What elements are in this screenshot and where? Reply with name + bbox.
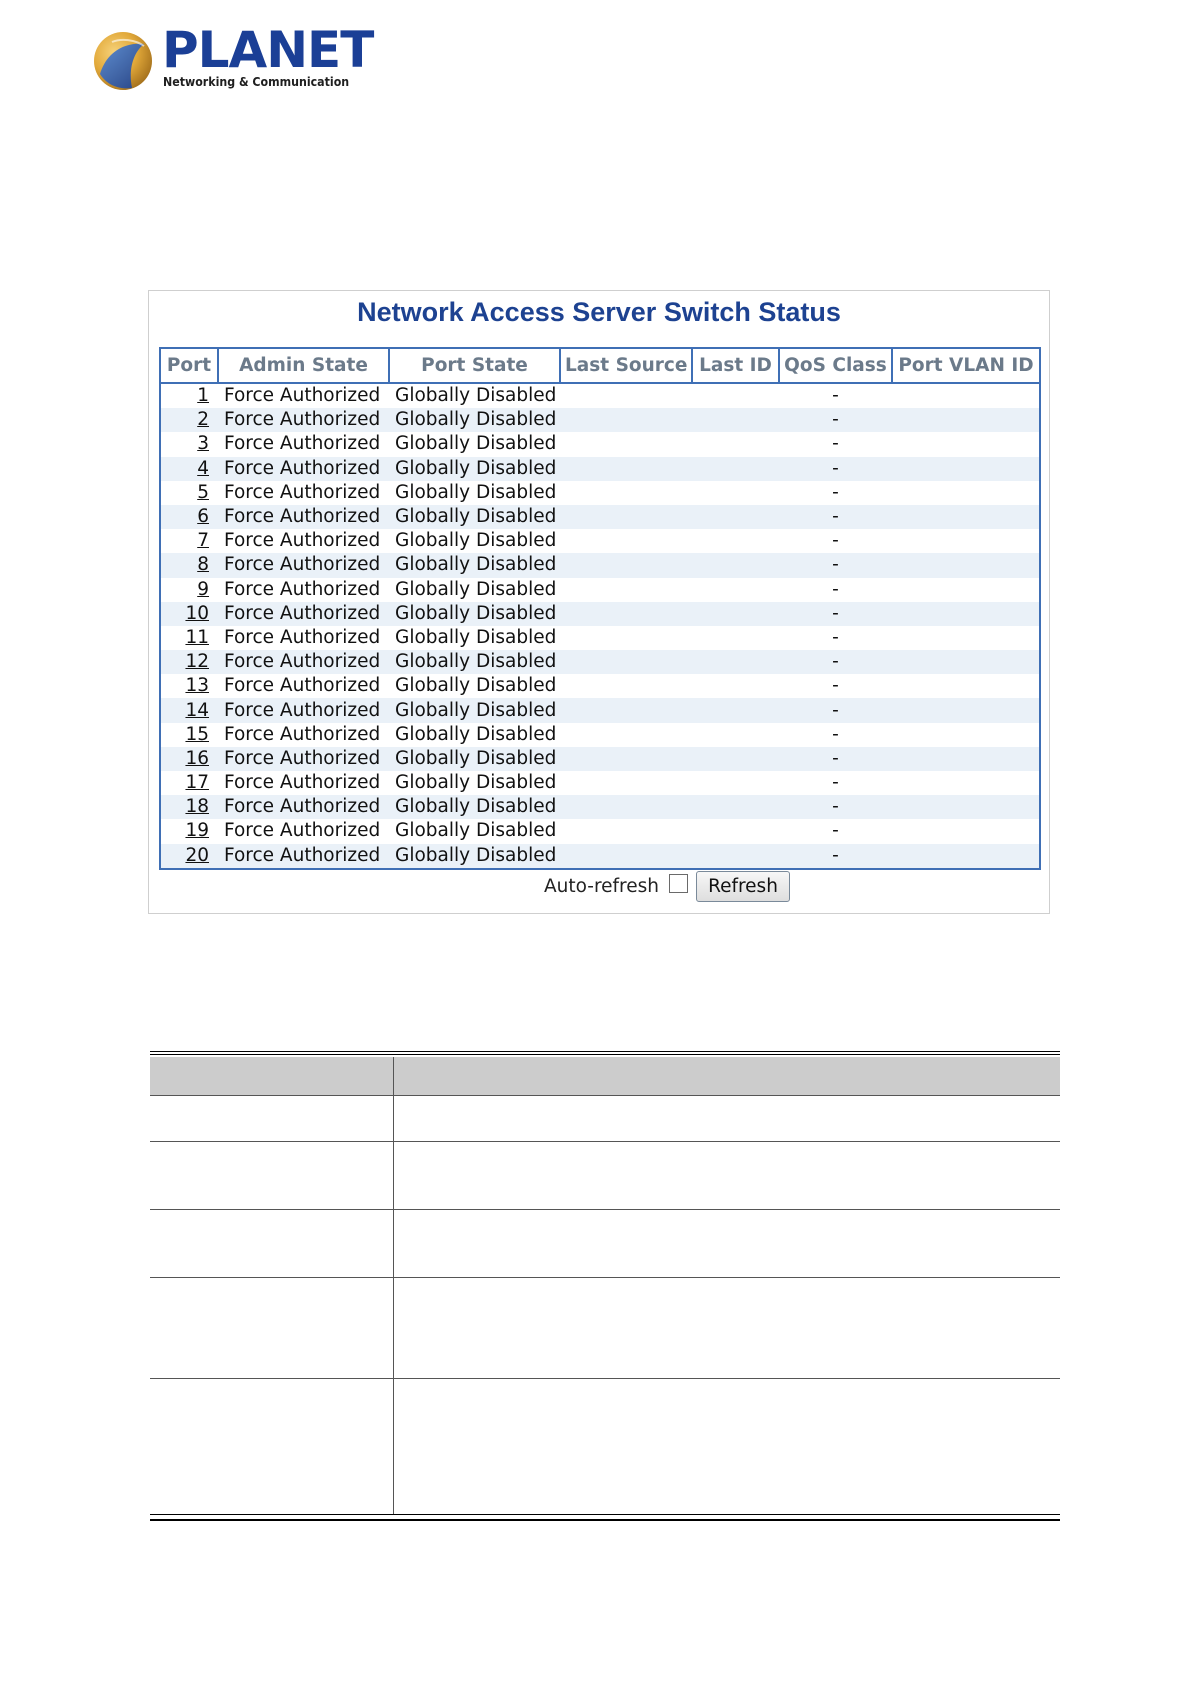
port-state-cell: Globally Disabled — [389, 481, 560, 505]
last-id-cell — [692, 747, 779, 771]
port-cell — [160, 723, 218, 747]
last-source-cell — [560, 383, 692, 408]
table-row — [160, 481, 1040, 505]
admin-state-cell: Force Authorized — [218, 674, 389, 698]
last-id-cell — [692, 771, 779, 795]
last-source-cell — [560, 578, 692, 602]
port-state-cell: Globally Disabled — [389, 771, 560, 795]
panel-title: Network Access Server Switch Status — [357, 297, 841, 327]
refresh-controls — [149, 871, 1049, 903]
table-row — [160, 747, 1040, 771]
last-source-cell — [560, 529, 692, 553]
qos-class-cell: - — [779, 432, 892, 456]
port-vlan-id-cell — [892, 795, 1040, 819]
last-source-cell — [560, 747, 692, 771]
qos-class-cell: - — [779, 844, 892, 869]
last-id-cell — [692, 819, 779, 843]
port-state-cell: Globally Disabled — [389, 698, 560, 722]
port-cell — [160, 383, 218, 408]
table-row — [160, 626, 1040, 650]
last-source-cell — [560, 771, 692, 795]
admin-state-cell: Force Authorized — [218, 723, 389, 747]
port-cell — [160, 844, 218, 869]
last-id-cell — [692, 674, 779, 698]
port-state-cell: Globally Disabled — [389, 819, 560, 843]
planet-logo — [92, 21, 374, 98]
brand-tagline: Networking & Communication — [163, 75, 350, 89]
table-header-row — [160, 348, 1040, 383]
port-cell — [160, 819, 218, 843]
port-vlan-id-cell — [892, 771, 1040, 795]
qos-class-cell: - — [779, 698, 892, 722]
admin-state-cell: Force Authorized — [218, 626, 389, 650]
brand-name: PLANET — [162, 21, 374, 79]
port-vlan-id-cell — [892, 457, 1040, 481]
last-id-cell — [692, 795, 779, 819]
last-id-cell — [692, 650, 779, 674]
last-id-cell — [692, 529, 779, 553]
admin-state-cell: Force Authorized — [218, 457, 389, 481]
port-state-cell: Globally Disabled — [389, 553, 560, 577]
port-vlan-id-cell — [892, 698, 1040, 722]
table-row — [150, 1278, 1060, 1379]
port-cell — [160, 650, 218, 674]
last-id-cell — [692, 408, 779, 432]
admin-state-cell: Force Authorized — [218, 578, 389, 602]
port-state-cell: Globally Disabled — [389, 723, 560, 747]
port-link[interactable]: 14 — [185, 699, 209, 721]
admin-state-cell: Force Authorized — [218, 795, 389, 819]
last-id-cell — [692, 844, 779, 869]
port-cell — [160, 553, 218, 577]
port-cell — [160, 747, 218, 771]
table-row — [160, 795, 1040, 819]
port-state-cell: Globally Disabled — [389, 674, 560, 698]
port-vlan-id-cell — [892, 723, 1040, 747]
last-source-cell — [560, 626, 692, 650]
port-cell — [160, 626, 218, 650]
description-cell — [394, 1096, 1060, 1141]
last-id-cell — [692, 698, 779, 722]
table-row — [160, 432, 1040, 456]
object-cell — [150, 1096, 394, 1141]
last-source-cell — [560, 650, 692, 674]
table-row — [160, 844, 1040, 869]
port-state-cell: Globally Disabled — [389, 408, 560, 432]
port-link[interactable]: 3 — [197, 433, 209, 455]
last-id-cell — [692, 553, 779, 577]
qos-class-cell: - — [779, 626, 892, 650]
status-table-body — [160, 383, 1040, 869]
column-header-port-vlan-id: Port VLAN ID — [892, 348, 1040, 383]
port-cell — [160, 408, 218, 432]
port-link[interactable]: 5 — [197, 481, 209, 503]
auto-refresh-checkbox[interactable] — [669, 874, 688, 893]
description-cell — [394, 1210, 1060, 1277]
last-id-cell — [692, 602, 779, 626]
table-bottom-rule — [150, 1514, 1060, 1521]
admin-state-cell: Force Authorized — [218, 602, 389, 626]
qos-class-cell: - — [779, 457, 892, 481]
table-row — [160, 602, 1040, 626]
last-source-cell — [560, 553, 692, 577]
last-source-cell — [560, 698, 692, 722]
port-link[interactable]: 18 — [185, 796, 209, 818]
port-vlan-id-cell — [892, 432, 1040, 456]
port-link[interactable]: 13 — [185, 675, 209, 697]
port-state-cell: Globally Disabled — [389, 747, 560, 771]
table-row — [160, 578, 1040, 602]
port-state-cell: Globally Disabled — [389, 626, 560, 650]
last-id-cell — [692, 505, 779, 529]
last-source-cell — [560, 674, 692, 698]
admin-state-cell: Force Authorized — [218, 698, 389, 722]
admin-state-cell: Force Authorized — [218, 650, 389, 674]
last-source-cell — [560, 602, 692, 626]
port-link[interactable]: 8 — [197, 554, 209, 576]
port-cell — [160, 771, 218, 795]
description-table — [150, 1051, 1060, 1521]
column-header-last-source: Last Source — [560, 348, 692, 383]
port-state-cell: Globally Disabled — [389, 844, 560, 869]
port-cell — [160, 481, 218, 505]
qos-class-cell: - — [779, 553, 892, 577]
last-source-cell — [560, 432, 692, 456]
last-id-cell — [692, 481, 779, 505]
port-vlan-id-cell — [892, 578, 1040, 602]
admin-state-cell: Force Authorized — [218, 553, 389, 577]
description-cell — [394, 1278, 1060, 1378]
port-vlan-id-cell — [892, 674, 1040, 698]
last-id-cell — [692, 578, 779, 602]
port-link[interactable]: 6 — [197, 506, 209, 528]
last-source-cell — [560, 457, 692, 481]
admin-state-cell: Force Authorized — [218, 481, 389, 505]
port-link[interactable]: 12 — [185, 651, 209, 673]
table-row — [160, 408, 1040, 432]
port-link[interactable]: 11 — [185, 626, 209, 648]
qos-class-cell: - — [779, 771, 892, 795]
column-header-qos-class: QoS Class — [779, 348, 892, 383]
port-state-cell: Globally Disabled — [389, 795, 560, 819]
port-cell — [160, 505, 218, 529]
qos-class-cell: - — [779, 602, 892, 626]
admin-state-cell: Force Authorized — [218, 844, 389, 869]
table-row — [160, 723, 1040, 747]
port-vlan-id-cell — [892, 747, 1040, 771]
admin-state-cell: Force Authorized — [218, 747, 389, 771]
port-vlan-id-cell — [892, 819, 1040, 843]
table-row — [150, 1142, 1060, 1210]
qos-class-cell: - — [779, 819, 892, 843]
last-source-cell — [560, 505, 692, 529]
port-vlan-id-cell — [892, 844, 1040, 869]
admin-state-cell: Force Authorized — [218, 408, 389, 432]
admin-state-cell: Force Authorized — [218, 432, 389, 456]
last-id-cell — [692, 457, 779, 481]
column-header-port-state: Port State — [389, 348, 560, 383]
status-table — [159, 347, 1041, 870]
auto-refresh-label: Auto-refresh — [543, 876, 659, 897]
port-vlan-id-cell — [892, 383, 1040, 408]
qos-class-cell: - — [779, 505, 892, 529]
port-cell — [160, 457, 218, 481]
last-source-cell — [560, 481, 692, 505]
port-vlan-id-cell — [892, 650, 1040, 674]
port-link[interactable]: 2 — [197, 409, 209, 431]
port-vlan-id-cell — [892, 602, 1040, 626]
port-link[interactable]: 7 — [197, 530, 209, 552]
table-row — [150, 1210, 1060, 1278]
object-cell — [150, 1278, 394, 1378]
last-source-cell — [560, 844, 692, 869]
table-row — [150, 1096, 1060, 1142]
port-link[interactable]: 4 — [197, 457, 209, 479]
last-source-cell — [560, 408, 692, 432]
port-cell — [160, 795, 218, 819]
qos-class-cell: - — [779, 674, 892, 698]
table-row — [160, 771, 1040, 795]
port-state-cell: Globally Disabled — [389, 650, 560, 674]
object-cell — [150, 1379, 394, 1514]
last-source-cell — [560, 723, 692, 747]
qos-class-cell: - — [779, 481, 892, 505]
column-header-admin-state: Admin State — [218, 348, 389, 383]
nas-switch-status-panel — [148, 290, 1050, 914]
last-id-cell — [692, 432, 779, 456]
table-row — [160, 819, 1040, 843]
table-row — [160, 698, 1040, 722]
port-cell — [160, 432, 218, 456]
port-cell — [160, 578, 218, 602]
port-link[interactable]: 15 — [185, 723, 209, 745]
port-cell — [160, 674, 218, 698]
port-vlan-id-cell — [892, 505, 1040, 529]
admin-state-cell: Force Authorized — [218, 771, 389, 795]
port-link[interactable]: 17 — [185, 772, 209, 794]
qos-class-cell: - — [779, 578, 892, 602]
admin-state-cell: Force Authorized — [218, 505, 389, 529]
qos-class-cell: - — [779, 723, 892, 747]
port-cell — [160, 529, 218, 553]
globe-icon — [92, 30, 154, 92]
last-source-cell — [560, 795, 692, 819]
object-cell — [150, 1210, 394, 1277]
admin-state-cell: Force Authorized — [218, 529, 389, 553]
table-row — [160, 674, 1040, 698]
object-header-cell — [150, 1057, 394, 1095]
port-link[interactable]: 16 — [185, 747, 209, 769]
qos-class-cell: - — [779, 529, 892, 553]
table-row — [150, 1379, 1060, 1514]
port-state-cell: Globally Disabled — [389, 432, 560, 456]
last-source-cell — [560, 819, 692, 843]
admin-state-cell: Force Authorized — [218, 819, 389, 843]
port-vlan-id-cell — [892, 481, 1040, 505]
table-row — [160, 553, 1040, 577]
port-link[interactable]: 1 — [197, 385, 209, 407]
port-cell — [160, 698, 218, 722]
qos-class-cell: - — [779, 408, 892, 432]
port-state-cell: Globally Disabled — [389, 602, 560, 626]
last-id-cell — [692, 383, 779, 408]
table-row — [160, 457, 1040, 481]
table-row — [160, 383, 1040, 408]
qos-class-cell: - — [779, 795, 892, 819]
column-header-last-id: Last ID — [692, 348, 779, 383]
qos-class-cell: - — [779, 747, 892, 771]
table-row — [160, 505, 1040, 529]
port-state-cell: Globally Disabled — [389, 505, 560, 529]
last-id-cell — [692, 626, 779, 650]
port-state-cell: Globally Disabled — [389, 383, 560, 408]
port-cell — [160, 602, 218, 626]
object-cell — [150, 1142, 394, 1209]
port-vlan-id-cell — [892, 408, 1040, 432]
admin-state-cell: Force Authorized — [218, 383, 389, 408]
port-vlan-id-cell — [892, 553, 1040, 577]
last-id-cell — [692, 723, 779, 747]
column-header-port: Port — [160, 348, 218, 383]
description-table-header — [150, 1057, 1060, 1096]
port-link[interactable]: 10 — [185, 602, 209, 624]
port-state-cell: Globally Disabled — [389, 529, 560, 553]
port-link[interactable]: 19 — [185, 820, 209, 842]
refresh-button[interactable]: Refresh — [696, 871, 790, 902]
port-vlan-id-cell — [892, 529, 1040, 553]
table-row — [160, 650, 1040, 674]
description-cell — [394, 1379, 1060, 1514]
description-cell — [394, 1142, 1060, 1209]
port-link[interactable]: 20 — [185, 844, 209, 866]
port-state-cell: Globally Disabled — [389, 578, 560, 602]
table-row — [160, 529, 1040, 553]
qos-class-cell: - — [779, 650, 892, 674]
port-link[interactable]: 9 — [197, 578, 209, 600]
port-state-cell: Globally Disabled — [389, 457, 560, 481]
port-vlan-id-cell — [892, 626, 1040, 650]
qos-class-cell: - — [779, 383, 892, 408]
